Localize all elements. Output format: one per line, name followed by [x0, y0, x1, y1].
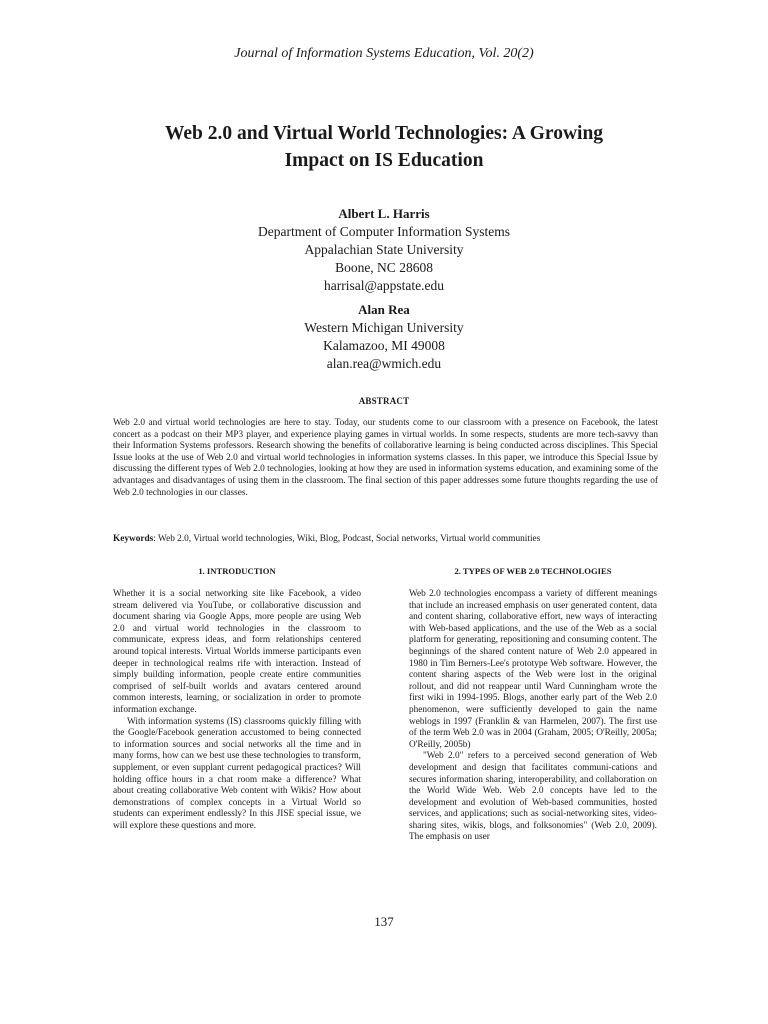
intro-paragraph-2: With information systems (IS) classrooms quickly filling with the Google/Facebook generation accustomed to being connected to information sources and social networks all the time and in many forms, how can we best use these technologies to transform, supplement, or even supplant current pedagogical practices? Will holding office hours in a chat room make a difference? What about creating collaborative Web content with Wikis? How about demonstrations of complex concepts in a Virtual World so students can experiment endlessly? In this JISE special issue, we will explore these questions and more. [113, 716, 361, 831]
author-block-2 [0, 301, 768, 373]
keywords-label: Keywords [113, 534, 154, 544]
page-number: 137 [374, 914, 394, 929]
abstract-body: Web 2.0 and virtual world technologies are here to stay. Today, our students come to our classroom with a presence on Facebook, the latest concert as a podcast on their MP3 player, and experience playing games in virtual worlds. In some respects, students are more tech-savvy than their Information Systems professors. Research showing the benefits of collaborative learning is being conducted across disciplines. This Special Issue looks at the use of Web 2.0 and virtual world technologies in information systems classes. In this paper, we introduce this Special Issue by discussing the different types of Web 2.0 technologies, looking at how they are used in information systems education, and examining some of the advantages and disadvantages of using them in the classroom. The final section of this paper addresses some future thoughts regarding the use of Web 2.0 technologies in our classes. [113, 418, 658, 498]
types-paragraph-2: "Web 2.0" refers to a perceived second generation of Web development and design that facilitates communi-cations and secures information sharing, interoperability, and collaboration on the World Wide Web. Web 2.0 concepts have led to the development and evolution of Web-based communities, hosted services, and applications; such as social-networking sites, video-sharing sites, wikis, blogs, and folksonomies" (Web 2.0, 2009). The emphasis on user [409, 751, 657, 843]
author-email: harrisal@appstate.edu [323, 278, 444, 293]
title-line-1: Web 2.0 and Virtual World Technologies: A Growing [164, 123, 604, 144]
author-university: Western Michigan University [304, 320, 464, 335]
author-location: Kalamazoo, MI 49008 [323, 338, 445, 353]
author-name: Albert L. Harris [338, 206, 430, 221]
author-location: Boone, NC 28608 [335, 260, 433, 275]
types-paragraph-1: Web 2.0 technologies encompass a variety of different meanings that include an increased emphasis on user generated content, data and content sharing, collaborative effort, new ways of interacting with Web-based applications, and the use of the Web as a social platform for generating, repositioning and consuming content. The beginnings of the shared content nature of Web 2.0 appeared in 1980 in Tim Berners-Lee's prototype Web software. However, the content sharing aspects of the Web were lost in the original rollout, and did not reappear until Ward Cunningham wrote the first wiki in 1994-1995. Blogs, another early part of the Web 2.0 phenomenon, were sufficiently developed to gain the name weblogs in 1997 (Franklin & van Harmelen, 2007). The first use of the term Web 2.0 was in 2004 (Graham, 2005; O'Reilly, 2005a; O'Reilly, 2005b) [409, 589, 657, 750]
paper-title [100, 120, 668, 174]
intro-paragraph-1: Whether it is a social networking site like Facebook, a video stream delivered via YouTube, or collaborative discussion and document sharing via Google Apps, more people are using Web 2.0 and virtual world technologies in the classroom to communicate, express ideas, and form relationships centered around topical interests. Virtual Worlds immerse participants even deeper in technological realms rife with interaction. Instead of simply building information, people create entire communities comprised of self-built worlds and avatars centered around common interests, learning, or socialization in order to promote information exchange. [113, 589, 361, 715]
keywords-list: : Web 2.0, Virtual world technologies, Wiki, Blog, Podcast, Social networks, Virtual world communities [153, 534, 541, 544]
section-heading-types: 2. TYPES OF WEB 2.0 TECHNOLOGIES [454, 566, 612, 576]
author-block-1 [0, 205, 768, 295]
abstract-heading: ABSTRACT [358, 396, 410, 406]
title-line-2: Impact on IS Education [284, 150, 484, 171]
author-name: Alan Rea [358, 302, 410, 317]
author-email: alan.rea@wmich.edu [326, 356, 442, 371]
author-university: Appalachian State University [304, 242, 464, 257]
column-left [113, 566, 361, 832]
column-right [409, 566, 657, 844]
section-heading-introduction: 1. INTRODUCTION [198, 566, 276, 576]
keywords-line [113, 534, 658, 546]
journal-header: Journal of Information Systems Education, Vol. 20(2) [234, 46, 534, 61]
author-department: Department of Computer Information Systems [258, 224, 510, 239]
